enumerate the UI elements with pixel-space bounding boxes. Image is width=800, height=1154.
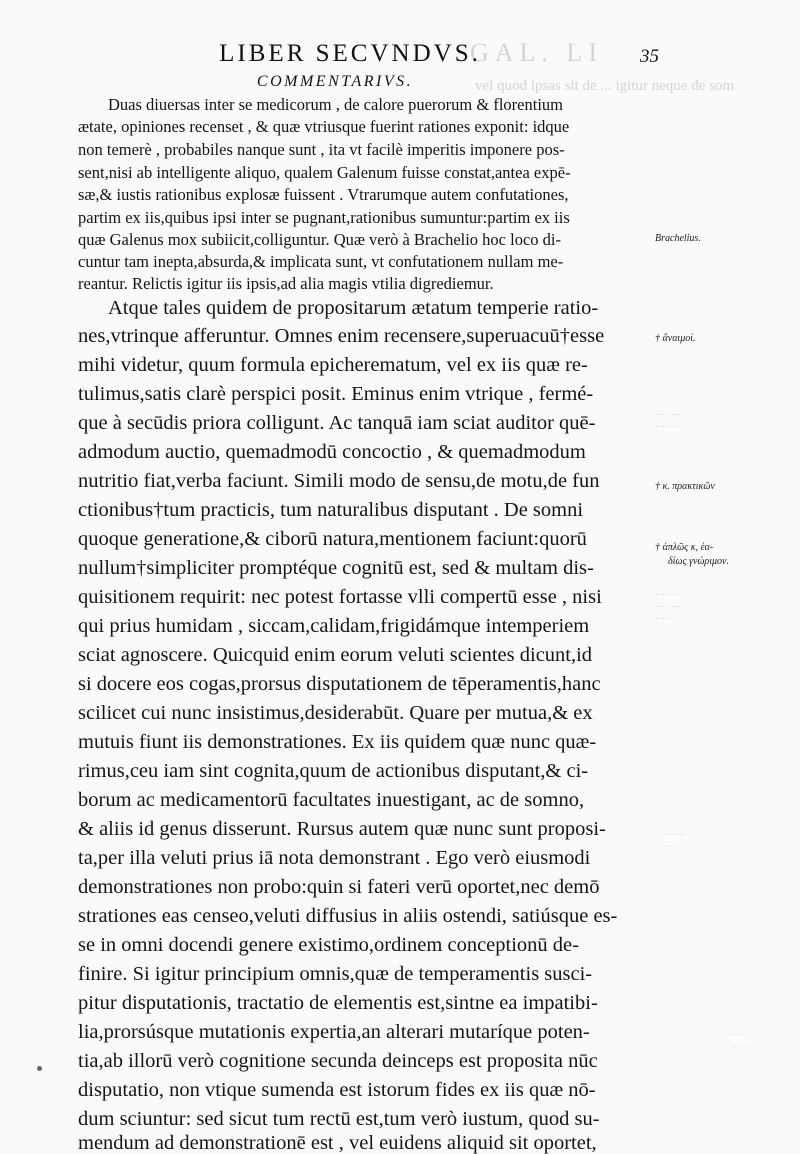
bleed-through-heading: GAL. LI: [470, 38, 603, 67]
margin-note-brachelius: Brachelius.: [655, 233, 701, 244]
main-line: nutritio fiat,verba faciunt. Simili modo de sensu,de motu,de fun: [78, 470, 600, 492]
commentary-line: cuntur tam inepta,absurda,& implicata sunt, vt confutationem nullam me-: [78, 252, 564, 271]
commentary-line: non temerè , probabiles nanque sunt , ita vt facilè imperitis imponere pos-: [78, 140, 565, 159]
margin-note: † ἁπλῶς κ, ἑα-: [655, 542, 714, 553]
main-line: mutuis fiunt iis demonstrationes. Ex iis quidem quæ nunc quæ-: [78, 731, 597, 753]
main-line: sciat agnoscere. Quicquid enim eorum veluti scientes dicunt,id: [78, 644, 593, 666]
main-line: demonstrationes non probo:quin si fateri verū oportet,nec demō: [78, 876, 600, 898]
main-line: mendum ad demonstrationē est , vel euidens aliquid sit oportet,: [78, 1132, 597, 1154]
main-line: tulimus,satis clarè perspici posit. Eminus enim vtrique , fermé-: [78, 383, 594, 405]
commentary-line: sent,nisi ab intelligente aliquo, qualem Galenum fuisse constat,antea expē-: [78, 163, 571, 182]
commentary-line: partim ex iis,quibus ipsi inter se pugnant,rationibus sumuntur:partim ex iis: [78, 208, 570, 227]
bleed-through-margin: ····· ······: [730, 1030, 750, 1053]
commentary-line: ætate, opiniones recenset , & quæ vtriusque fuerint rationes exponit: idque: [78, 117, 570, 136]
page-number: 35: [640, 46, 659, 67]
main-line: rimus,ceu iam sint cognita,quum de actionibus disputant,& ci-: [78, 760, 589, 782]
main-line: admodum auctio, quemadmodū concoctio , & quemadmodum: [78, 441, 586, 463]
main-line: finire. Si igitur principium omnis,quæ de temperamentis susci-: [78, 963, 593, 985]
main-line: tia,ab illorū verò cognitione secunda deinceps est proposita nūc: [78, 1050, 598, 1072]
margin-note: † ἄναιμοί.: [655, 333, 696, 344]
main-line: ctionibus†tum practicis, tum naturalibus disputant . De somni: [78, 499, 584, 521]
section-title: COMMENTARIVS.: [256, 73, 414, 90]
bleed-through-margin: ······· ········ ······: [655, 590, 682, 625]
margin-note: δίως γνώριμον.: [668, 556, 729, 567]
main-line: se in omni docendi genere existimo,ordinem conceptionū de-: [78, 934, 579, 956]
bleed-through-text: vel quod ipsas sit de ... igitur neque de som: [475, 78, 735, 94]
main-line: strationes eas censeo,veluti diffusius in aliis ostendi, satiúsque es-: [78, 905, 618, 927]
main-line: si docere eos cogas,prorsus disputationem de tēperamentis,hanc: [78, 673, 601, 695]
main-line: pitur disputationis, tractatio de elementis est,sintne ea impatibi-: [78, 992, 598, 1014]
commentary-line: Duas diuersas inter se medicorum , de calore puerorum & florentium: [108, 95, 563, 114]
bleed-through-margin: ········ ·······: [655, 410, 682, 433]
main-line: que à secūdis priora colligunt. Ac tanquā iam sciat auditor quē-: [78, 412, 596, 434]
commentary-line: sæ,& iustis rationibus explosæ fuissent . Vtrarumque autem confutationes,: [78, 185, 569, 204]
main-line: nullum†simpliciter promptéque cognitū est, sed & multam dis-: [78, 557, 594, 579]
main-line: scilicet cui nunc insistimus,desiderabūt. Quare per mutua,& ex: [78, 702, 593, 724]
main-line: disputatio, non vtique sumenda est istorum fides ex iis quæ nō-: [78, 1079, 596, 1101]
ink-speck: [37, 1066, 42, 1071]
main-line: Atque tales quidem de propositarum ætatum temperie ratio-: [108, 297, 599, 319]
margin-note: † κ. πρακτικῶν: [655, 481, 715, 492]
main-line: dum sciuntur: sed sicut tum rectū est,tum verò iustum, quod su-: [78, 1108, 600, 1130]
main-line: quoque generatione,& ciborū natura,mentionem faciunt:quorū: [78, 528, 587, 550]
main-line: quisitionem requirit: nec potest fortasse vlli compertū esse , nisi: [78, 586, 602, 608]
main-line: ta,per illa veluti prius iā nota demonstrant . Ego verò eiusmodi: [78, 847, 591, 869]
commentary-line: reantur. Relictis igitur iis ipsis,ad alia magis vtilia digrediemur.: [78, 274, 494, 293]
main-line: qui prius humidam , siccam,calidam,frigidámque intemperiem: [78, 615, 590, 637]
commentary-line: quæ Galenus mox subiicit,colliguntur. Quæ verò à Brachelio hoc loco di-: [78, 230, 561, 249]
main-line: & aliis id genus disserunt. Rursus autem quæ nunc sunt proposi-: [78, 818, 606, 840]
main-line: mihi videtur, quum formula epicherematum, vel ex iis quæ re-: [78, 354, 588, 376]
bleed-through-margin: ······· ·····: [662, 830, 686, 853]
main-line: lia,prorsúsque mutationis expertia,an alterari mutaríque poten-: [78, 1021, 590, 1043]
main-line: borum ac medicamentorū facultates inuestigant, ac de somno,: [78, 789, 585, 811]
main-line: nes,vtrinque afferuntur. Omnes enim recensere,superuacuū†esse: [78, 325, 605, 347]
running-head: LIBER SECVNDVS.: [219, 40, 481, 67]
